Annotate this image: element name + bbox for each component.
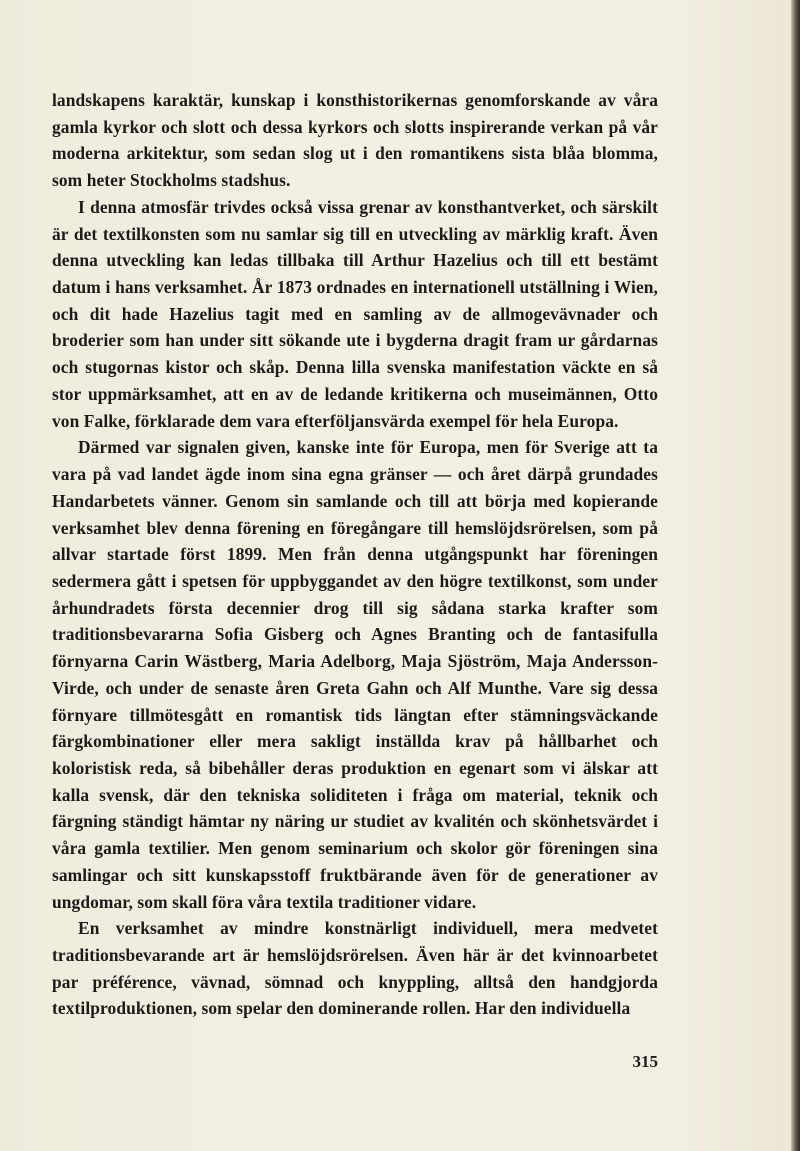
body-text [52, 87, 658, 1022]
page-number: 315 [632, 1052, 658, 1071]
paragraph: Därmed var signalen given, kanske inte för Europa, men för Sverige att ta vara på vad landet ägde inom sina egna gränser — och året därpå grundades Handarbetets vänner. Genom sin samlande och till att börja med kopierande verksamhet blev denna förening en föregångare till hemslöjdsrörelsen, som på allvar startade först 1899. Men från denna utgångspunkt har föreningen sedermera gått i spetsen för uppbyggandet av den högre textilkonst, som under århundradets första decennier drog till sig sådana starka krafter som traditionsbevararna Sofia Gisberg och Agnes Branting och de fantasifulla förnyarna Carin Wästberg, Maria Adelborg, Maja Sjöström, Maja Andersson-Virde, och under de senaste åren Greta Gahn och Alf Munthe. Vare sig dessa förnyare tillmötesgått en romantisk tids längtan efter stämningsväckande färgkombinationer eller mera sakligt inställda krav på hållbarhet och koloristisk reda, så bibehåller deras produktion en egenart som vi älskar att kalla svensk, där den tekniska soliditeten i fråga om material, teknik och färgning ständigt hämtar ny näring ur studiet av kvalitén och skönhetsvärdet i våra gamla textilier. Men genom seminarium och skolor gör föreningen sina samlingar och sitt kunskapsstoff fruktbärande även för de generationer av ungdomar, som skall föra våra textila traditioner vidare. [52, 437, 658, 912]
paragraph: En verksamhet av mindre konstnärligt individuell, mera medvetet traditionsbevarande art är hemslöjdsrörelsen. Även här är det kvinnoarbetet par préférence, vävnad, sömnad och knyppling, alltså den handgjorda textilproduktionen, som spelar den dominerande rollen. Har den individuella [52, 918, 658, 1019]
paragraph: I denna atmosfär trivdes också vissa grenar av konsthantverket, och särskilt är det textilkonsten som nu samlar sig till en utveckling av märklig kraft. Även denna utveckling kan ledas tillbaka till Arthur Hazelius och till ett bestämt datum i hans verksamhet. År 1873 ordnades en internationell utställning i Wien, och dit hade Hazelius tagit med en samling av de allmogevävnader och broderier som han under sitt sökande ute i bygderna dragit fram ur gårdarnas och stugornas kistor och skåp. Denna lilla svenska manifestation väckte en så stor uppmärksamhet, att en av de ledande kritikerna och museimännen, Otto von Falke, förklarade dem vara efterföljansvärda exempel för hela Europa. [52, 196, 658, 431]
page-edge-shadow [791, 0, 800, 1151]
paragraph: landskapens karaktär, kunskap i konsthistorikernas genomforskande av våra gamla kyrkor och slott och dessa kyrkors och slotts inspirerande verkan på vår moderna arkitektur, som sedan slog ut i den romantikens sista blåa blomma, som heter Stockholms stadshus. [52, 90, 658, 191]
